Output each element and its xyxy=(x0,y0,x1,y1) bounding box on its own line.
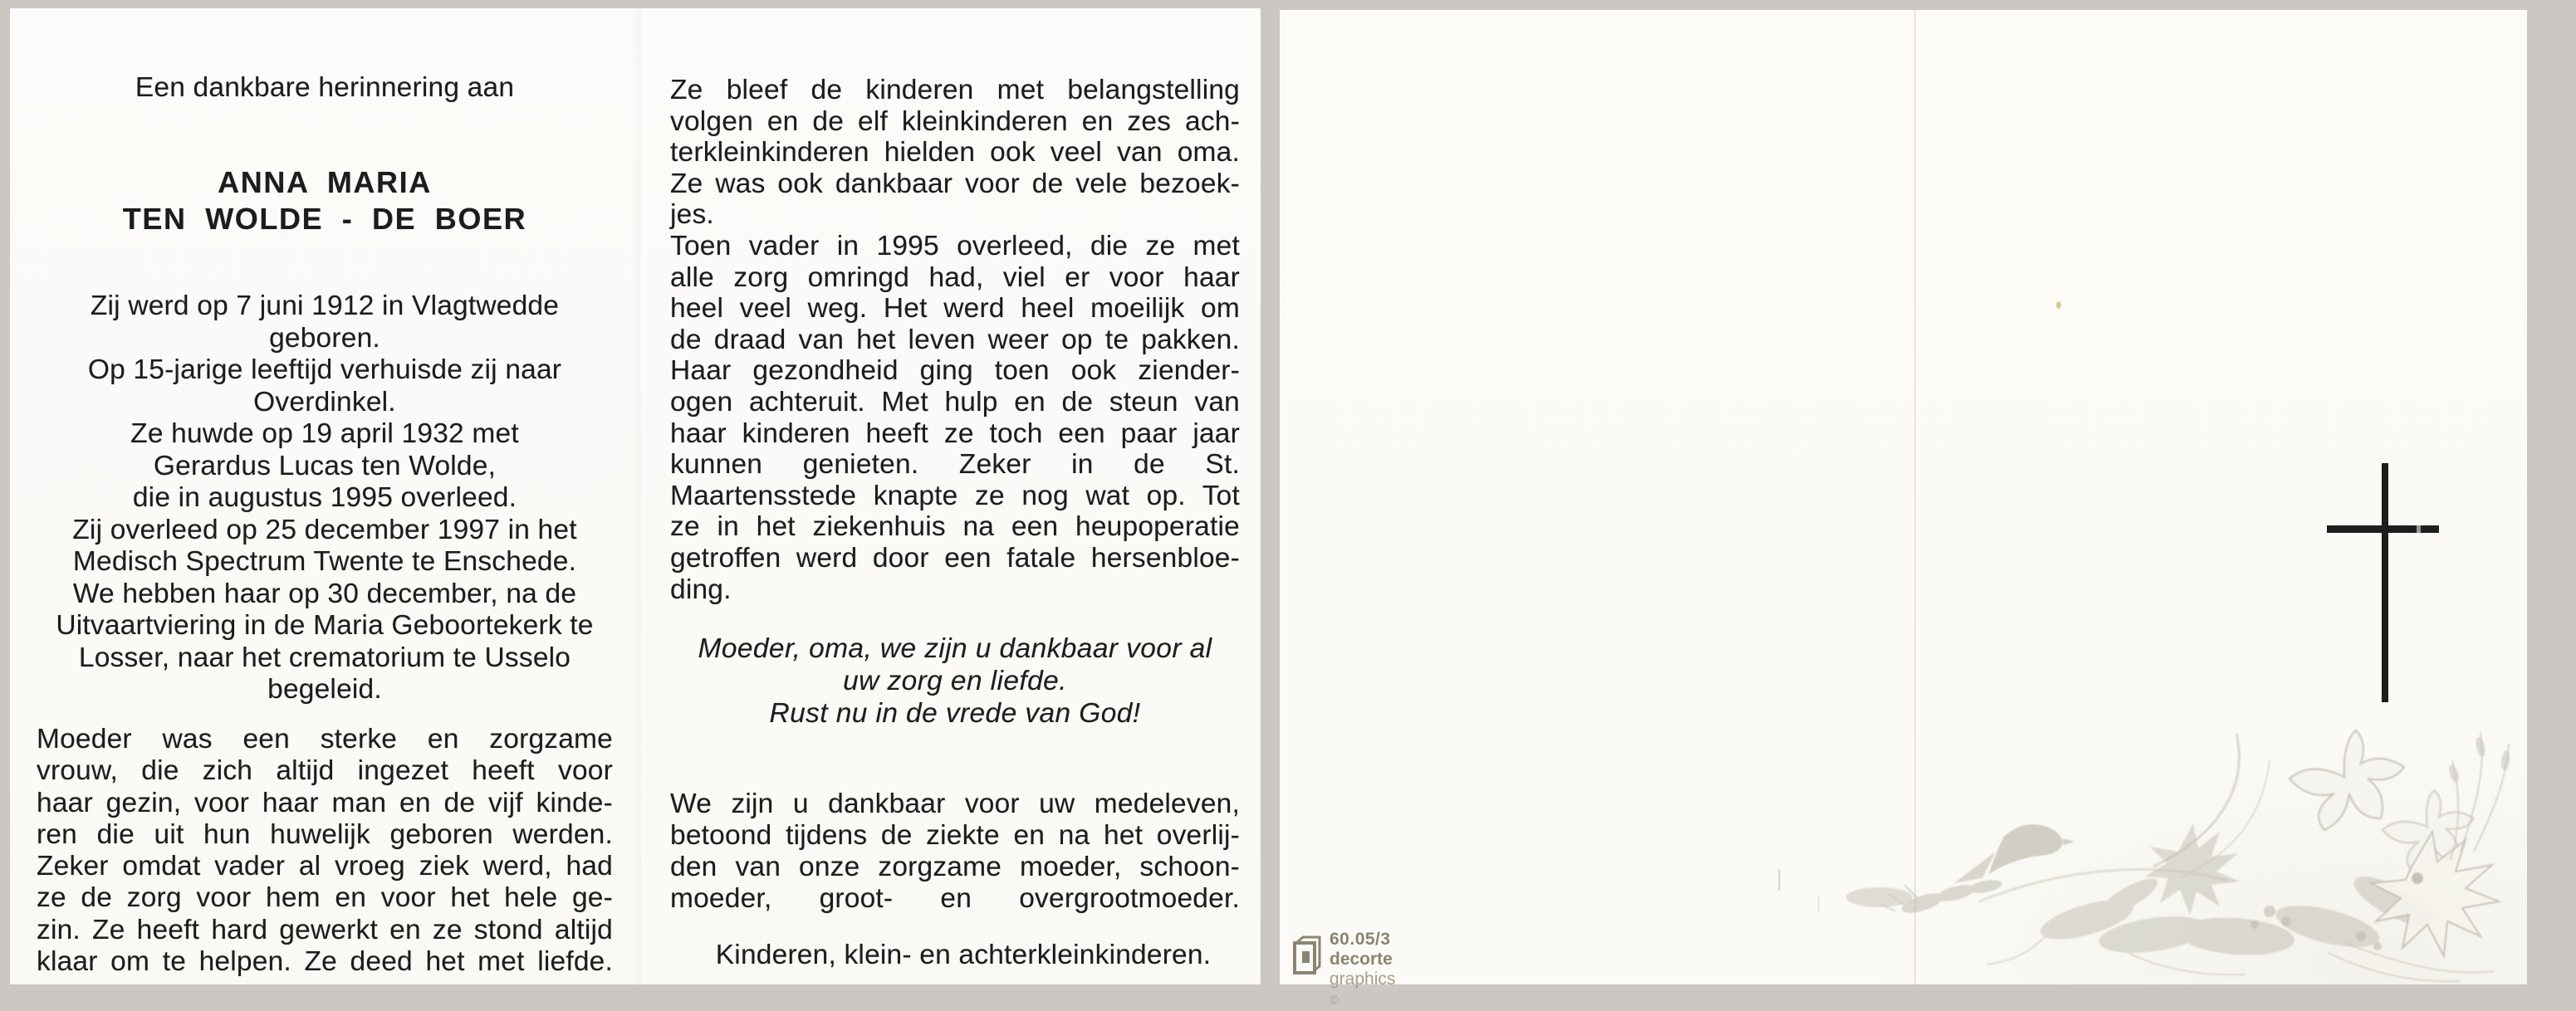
text-line: Zeker omdat vader al vroeg ziek werd, had xyxy=(37,851,613,882)
text-line: klaar om te helpen. Ze deed het met liefde. xyxy=(37,946,613,978)
text-line: zin. Ze heeft hard gewerkt en ze stond altijd xyxy=(37,914,613,945)
copyright-mark: © xyxy=(1330,994,1339,1008)
text-line: terkleinkinderen hielden ook veel van oma. xyxy=(670,137,1240,168)
text-line: Moeder was een sterke en zorgzame xyxy=(37,724,613,755)
text-line: haar kinderen heeft ze toch een paar jaar xyxy=(670,418,1240,449)
mother-tribute-paragraph xyxy=(37,724,613,978)
printer-name-line xyxy=(1330,950,1395,1011)
cross-horizontal-bar xyxy=(2327,525,2439,533)
text-line: Medisch Spectrum Twente te Enschede. xyxy=(72,546,577,577)
text-line: den van onze zorgzame moeder, schoon- xyxy=(670,852,1240,882)
text-line: We zijn u dankbaar voor uw medeleven, xyxy=(670,789,1240,819)
text-line: Haar gezondheid ging toen ook ziender- xyxy=(670,355,1240,387)
signature-line: Kinderen, klein- en achterkleinkinderen. xyxy=(715,940,1212,970)
printer-code: 60.05/3 xyxy=(1330,930,1391,949)
text-line: ren die uit hun huwelijk geboren werden. xyxy=(37,818,613,850)
printer-name: decorte xyxy=(1330,950,1393,969)
floral-illustration xyxy=(1879,727,2527,984)
text-line: kunnen genieten. Zeker in de St. xyxy=(670,449,1240,481)
text-line: die in augustus 1995 overleed. xyxy=(132,482,517,513)
text-line: getroffen werd door een fatale hersenbloe- xyxy=(670,542,1240,574)
text-line: heel veel weg. Het werd heel moeilijk om xyxy=(670,293,1240,325)
scan-scratch xyxy=(1778,869,1780,891)
text-line: uw zorg en liefde. xyxy=(843,666,1067,696)
left-page-column xyxy=(37,8,613,984)
card-back-scan xyxy=(1280,10,2527,1008)
text-line: Ze huwde op 19 april 1932 met xyxy=(130,418,519,449)
text-line: geboren. xyxy=(269,322,380,354)
text-line: begeleid. xyxy=(267,674,382,705)
scan-speck xyxy=(2056,301,2061,309)
text-line: We hebben haar op 30 december, na de xyxy=(72,578,577,609)
text-line: volgen en de elf kleinkinderen en zes ach- xyxy=(670,105,1240,137)
text-line: Uitvaartviering in de Maria Geboortekerk te xyxy=(56,610,594,641)
middle-page-column xyxy=(670,8,1240,984)
printer-text xyxy=(1330,930,1395,1011)
biography-paragraph xyxy=(37,291,613,706)
text-line: TEN WOLDE - DE BOER xyxy=(122,202,527,236)
text-line: alle zorg omringd had, viel er voor haar xyxy=(670,261,1240,293)
text-line: Zij overleed op 25 december 1997 in het xyxy=(72,514,577,545)
text-line: ze in het ziekenhuis na een heupoperatie xyxy=(670,511,1240,543)
text-line: vrouw, die zich altijd ingezet heeft voor xyxy=(37,755,613,787)
text-line: ze de zorg voor hem en voor het hele ge- xyxy=(37,882,613,914)
printer-type: graphics xyxy=(1330,969,1396,989)
text-line: Losser, naar het crematorium te Usselo xyxy=(78,642,571,673)
cross-vertical-bar xyxy=(2382,463,2388,702)
deceased-name xyxy=(37,164,613,237)
acknowledgement-paragraph xyxy=(670,789,1240,915)
text-line: Toen vader in 1995 overleed, die ze met xyxy=(670,230,1240,261)
cross-icon xyxy=(2327,463,2576,712)
text-line: betoond tijdens de ziekte en na het overlij- xyxy=(670,820,1240,851)
text-line: ding. xyxy=(670,574,732,605)
text-line: ogen achteruit. Met hulp en de steun van xyxy=(670,386,1240,418)
text-line: Gerardus Lucas ten Wolde, xyxy=(153,450,497,481)
text-line: jes. xyxy=(670,199,714,231)
life-story-paragraph xyxy=(670,75,1240,605)
text-line: Zij werd op 7 juni 1912 in Vlagtwedde xyxy=(90,291,560,321)
card-fold-crease xyxy=(631,8,648,984)
card-inside-scan xyxy=(10,8,1261,984)
text-line: Op 15-jarige leeftijd verhuisde zij naar xyxy=(87,354,562,385)
text-line: Ze bleef de kinderen met belangstelling xyxy=(670,75,1240,105)
text-line: haar gezin, voor haar man en de vijf kinde- xyxy=(37,787,613,818)
text-line: de draad van het leven weer op te pakken. xyxy=(670,324,1240,355)
text-line: Ze was ook dankbaar voor de vele bezoek- xyxy=(670,168,1240,199)
text-line: Moeder, oma, we zijn u dankbaar voor al xyxy=(698,633,1212,664)
intro-line: Een dankbare herinnering aan xyxy=(135,72,515,103)
folded-card-icon xyxy=(1291,935,1323,976)
text-line: Maartensstede knapte ze nog wat op. Tot xyxy=(670,480,1240,511)
text-line: Overdinkel. xyxy=(253,386,396,418)
scan-scratch xyxy=(1818,896,1819,911)
prayer-paragraph xyxy=(670,632,1240,730)
text-line: ANNA MARIA xyxy=(218,165,432,199)
text-line: moeder, groot- en overgrootmoeder. xyxy=(670,883,1240,914)
cross-scan-notch xyxy=(2417,525,2421,533)
text-line: Rust nu in de vrede van God! xyxy=(769,698,1141,729)
